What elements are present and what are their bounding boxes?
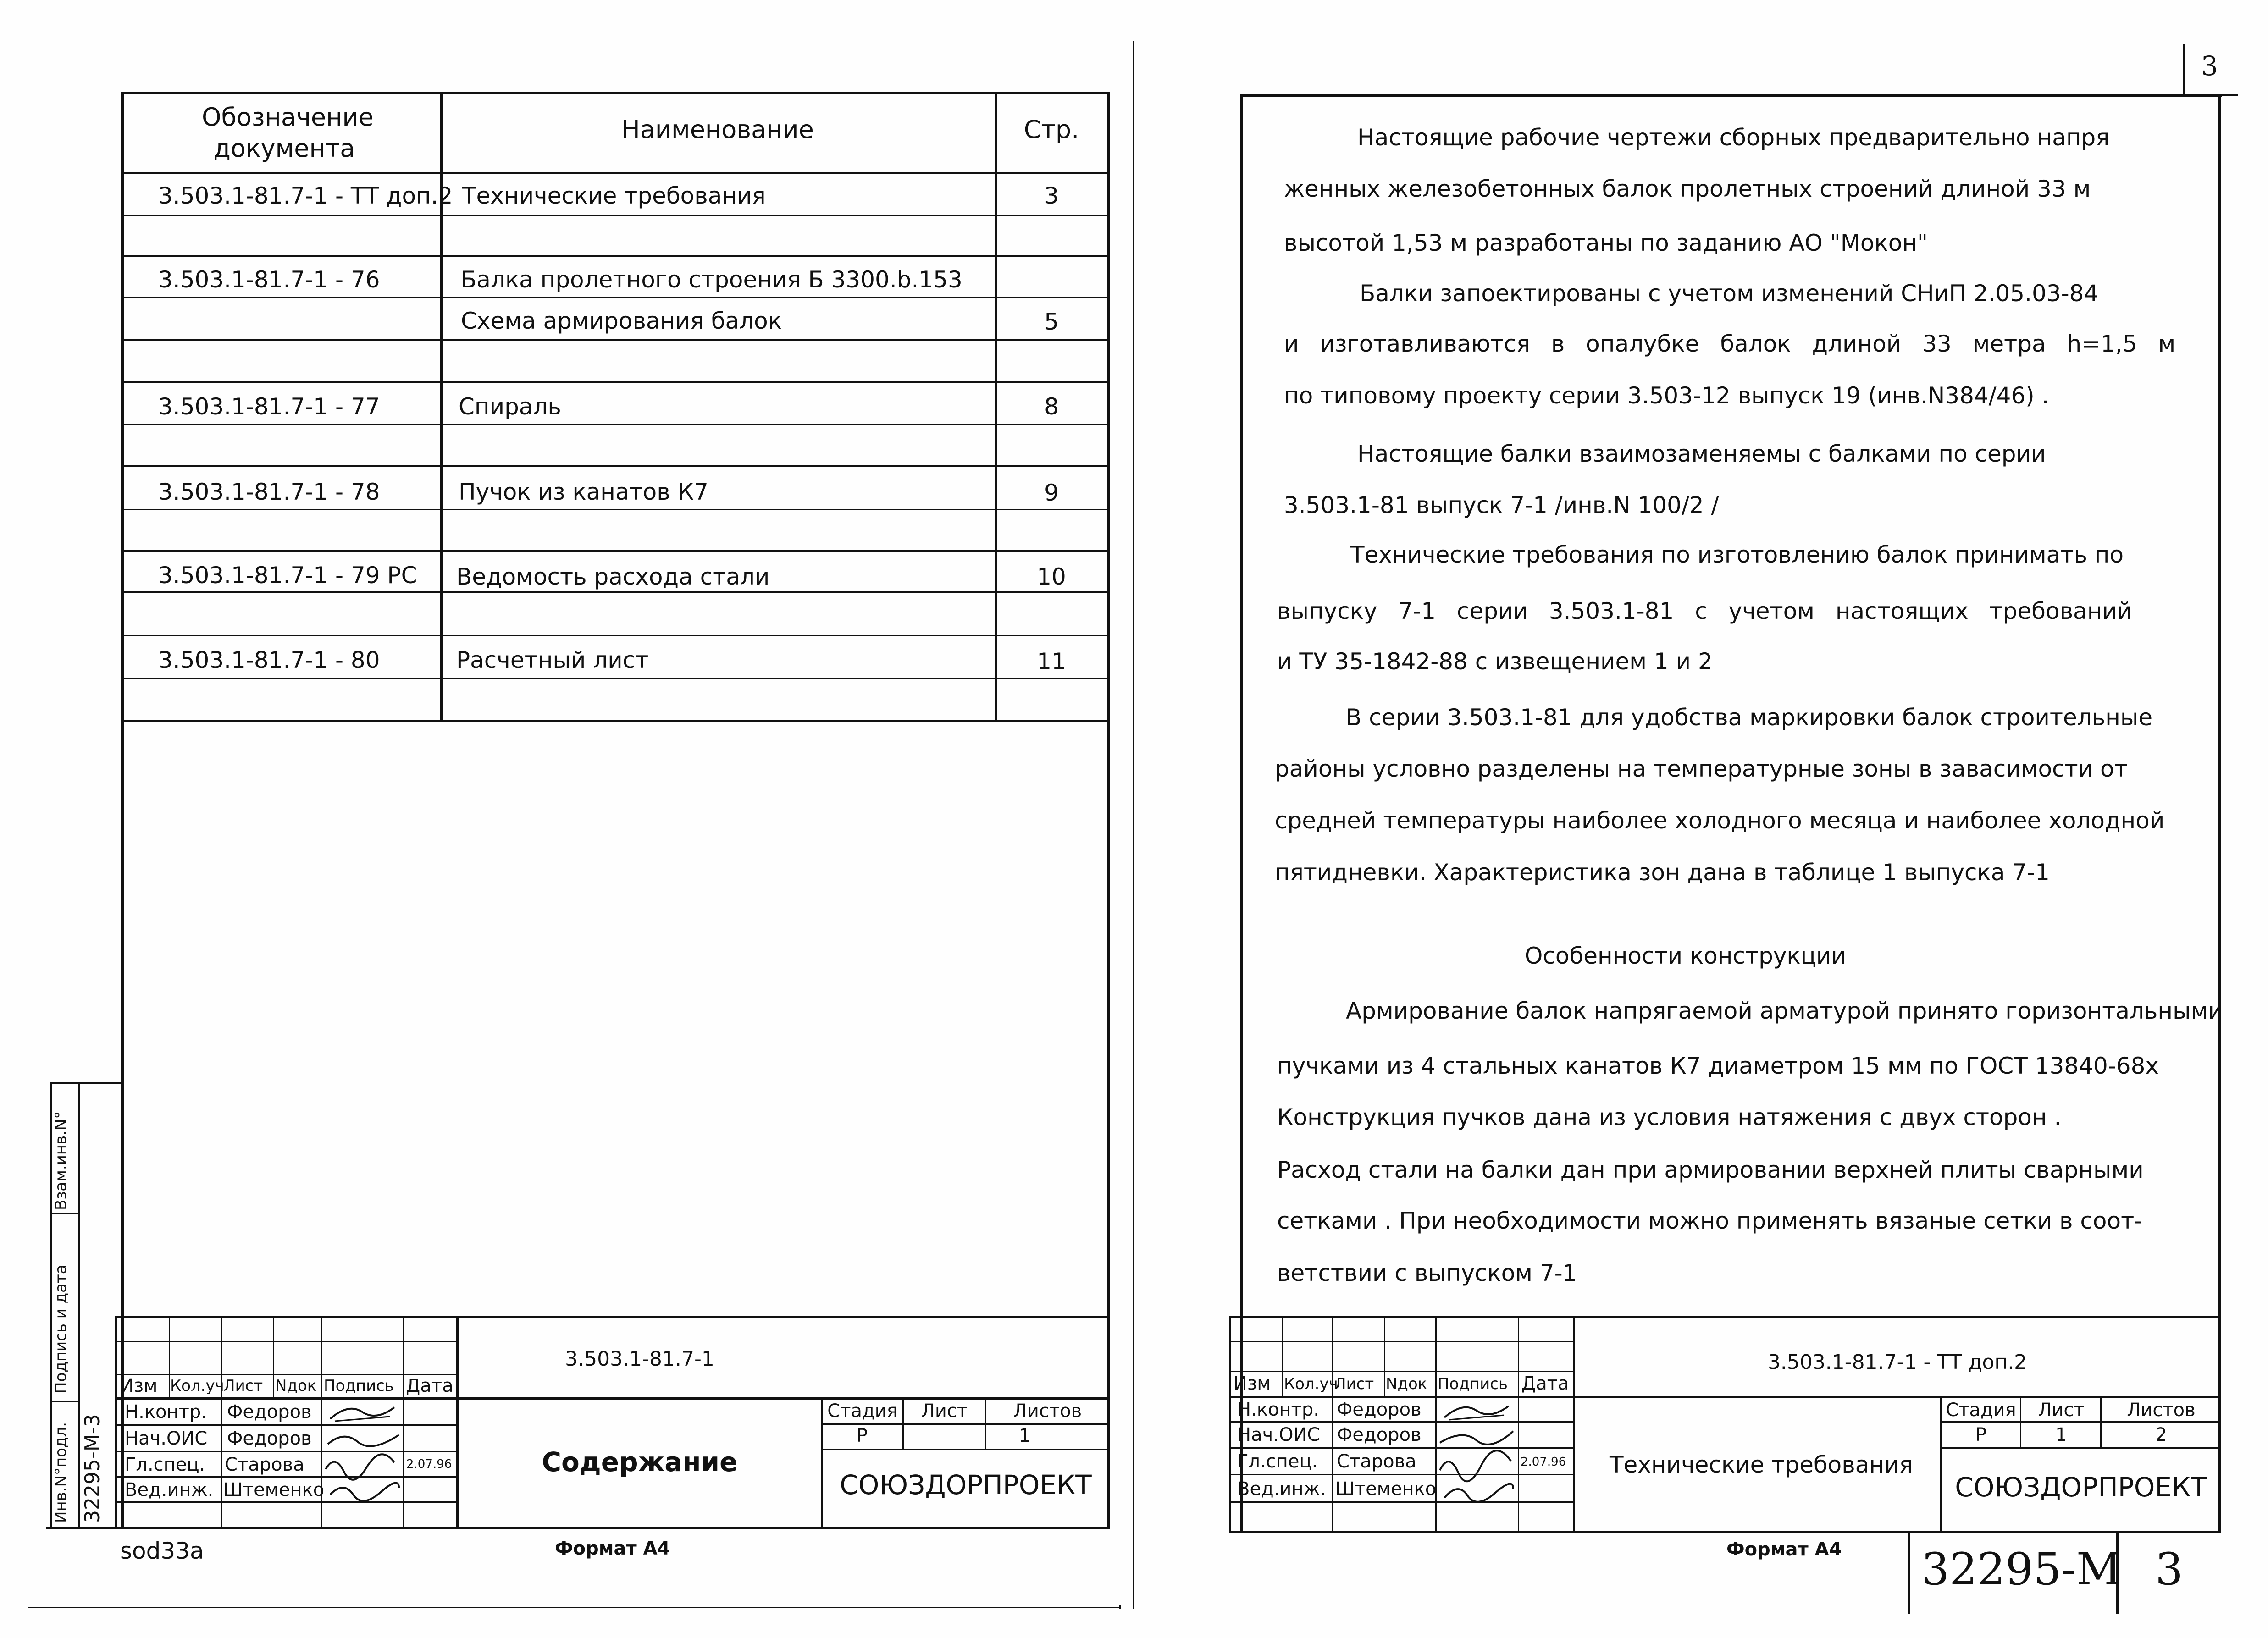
paragraph-line: по типовому проекту серии 3.503-12 выпуск 19 (инв.N384/46) . — [1284, 382, 2049, 409]
row-designation: 3.503.1-81.7-1 - 77 — [158, 393, 380, 420]
side-stamp-vzam-inv: Взам.инв.N° — [52, 1111, 70, 1210]
role: Нач.ОИС — [125, 1428, 208, 1449]
row-designation: 3.503.1-81.7-1 - 79 РС — [158, 562, 417, 589]
side-stamp-inv-podl: Инв.N°подл. — [52, 1422, 70, 1523]
stage-label: Стадия — [1946, 1400, 2016, 1421]
row-page: 5 — [1044, 309, 1059, 335]
stage-value: Р — [857, 1425, 868, 1446]
paragraph-line: средней температуры наиболее холодного месяца и наиболее холодной — [1275, 807, 2165, 834]
row-page: 8 — [1044, 393, 1059, 420]
signatures — [321, 1398, 404, 1527]
signatures — [1435, 1397, 1518, 1530]
paragraph-line: пучками из 4 стальных канатов К7 диаметром 15 мм по ГОСТ 13840-68х — [1277, 1053, 2159, 1079]
stage-value: Р — [1975, 1424, 1987, 1445]
row-designation: 3.503.1-81.7-1 - 78 — [158, 479, 380, 505]
paragraph-line: Настоящие балки взаимозаменяемы с балками по серии — [1357, 441, 2046, 467]
footer-code: sod33a — [120, 1538, 204, 1564]
person-name: Старова — [225, 1454, 304, 1475]
role: Вед.инж. — [125, 1479, 214, 1500]
paragraph-line: женных железобетонных балок пролетных строений длиной 33 м — [1284, 176, 2091, 202]
footer-format: Формат А4 — [555, 1538, 670, 1559]
header-designation: Обозначение документа — [202, 103, 374, 163]
person-name: Штеменко — [1335, 1478, 1437, 1500]
col-koluch: Кол.уч — [1284, 1375, 1338, 1393]
role: Н.контр. — [125, 1401, 207, 1423]
paragraph-line: сетками . При необходимости можно применять вязаные сетки в соот- — [1277, 1208, 2143, 1234]
archive-page: 3 — [2155, 1544, 2184, 1595]
paragraph-line: районы условно разделены на температурные зоны в завасимости от — [1275, 756, 2128, 782]
row-page: 9 — [1044, 480, 1059, 506]
col-ndok: Nдок — [1386, 1375, 1427, 1393]
row-name: Ведомость расхода стали — [456, 563, 770, 590]
row-designation: 3.503.1-81.7-1 - 76 — [158, 266, 380, 293]
sheet-label: Лист — [2038, 1400, 2085, 1421]
title-block-code: 3.503.1-81.7-1 — [565, 1347, 714, 1371]
col-podpis: Подпись — [1438, 1375, 1508, 1393]
section-heading: Особенности конструкции — [1525, 943, 1846, 969]
doc-title: Технические требования — [1610, 1451, 1913, 1478]
col-data: Дата — [1521, 1373, 1569, 1394]
title-block-code: 3.503.1-81.7-1 - ТТ доп.2 — [1767, 1351, 2027, 1374]
paragraph-line: и ТУ 35-1842-88 с извещением 1 и 2 — [1277, 648, 1713, 675]
row-page: 10 — [1037, 563, 1066, 590]
footer-format: Формат А4 — [1726, 1539, 1842, 1560]
paragraph-line: В серии 3.503.1-81 для удобства маркировки балок строительные — [1346, 704, 2153, 731]
archive-number: 32295-М — [1921, 1544, 2122, 1595]
sheets-label: Листов — [2127, 1400, 2196, 1421]
person-name: Федоров — [227, 1428, 312, 1449]
role: Н.контр. — [1237, 1399, 1319, 1420]
paragraph-line: Балки запоектированы с учетом изменений СНиП 2.05.03-84 — [1360, 280, 2099, 307]
side-stamp-inv-podl-value: 32295-М-3 — [81, 1414, 104, 1523]
paragraph-line: пятидневки. Характеристика зон дана в таблице 1 выпуска 7-1 — [1275, 859, 2050, 886]
stage-label: Стадия — [827, 1401, 898, 1422]
paragraph-line: Настоящие рабочие чертежи сборных предварительно напря — [1357, 124, 2110, 151]
col-data: Дата — [406, 1375, 454, 1396]
person-name: Федоров — [1337, 1399, 1422, 1420]
row-name: Спираль — [459, 393, 561, 420]
paragraph-line: Армирование балок напрягаемой арматурой принято горизонтальными — [1346, 998, 2223, 1024]
person-name: Старова — [1337, 1451, 1416, 1472]
row-name: Расчетный лист — [456, 647, 649, 673]
org-name: СОЮЗДОРПРОЕКТ — [1955, 1472, 2207, 1503]
paragraph-line: высотой 1,53 м разработаны по заданию АО "Мокон" — [1284, 230, 1928, 256]
person-name: Федоров — [227, 1401, 312, 1423]
row-page: 11 — [1037, 648, 1066, 675]
paragraph-line: 3.503.1-81 выпуск 7-1 /инв.N 100/2 / — [1284, 492, 1719, 518]
corner-sheet-number: 3 — [2201, 50, 2218, 82]
sign-date: 2.07.96 — [1521, 1455, 1566, 1469]
header-page: Стр. — [1023, 115, 1079, 144]
role: Гл.спец. — [1237, 1451, 1318, 1472]
role: Нач.ОИС — [1237, 1424, 1320, 1445]
row-page: 3 — [1044, 182, 1059, 209]
sheet-value: 1 — [2055, 1424, 2067, 1445]
sheets-value: 2 — [2155, 1424, 2167, 1445]
side-stamp-signature-date: Подпись и дата — [52, 1264, 70, 1394]
paragraph-line: выпуску 7-1 серии 3.503.1-81 с учетом настоящих требований — [1277, 598, 2132, 624]
paragraph-line: Конструкция пучков дана из условия натяжения с двух сторон . — [1277, 1104, 2062, 1131]
header-name: Наименование — [621, 115, 814, 144]
paragraph-line: Технические требования по изготовлению балок принимать по — [1350, 541, 2124, 568]
col-list: Лист — [223, 1377, 263, 1395]
col-koluch: Кол.уч — [170, 1377, 224, 1395]
role: Вед.инж. — [1237, 1478, 1326, 1500]
row-name: Схема армирования балок — [461, 308, 782, 334]
sign-date: 2.07.96 — [406, 1457, 452, 1471]
sheets-value: 1 — [1019, 1425, 1031, 1446]
col-ndok: Nдок — [275, 1377, 317, 1395]
row-designation: 3.503.1-81.7-1 - 80 — [158, 647, 380, 673]
col-list: Лист — [1334, 1375, 1374, 1393]
row-designation: 3.503.1-81.7-1 - ТТ доп.2 — [158, 182, 453, 209]
row-name: Технические требования — [462, 182, 766, 209]
row-name: Балка пролетного строения Б 3300.b.153 — [461, 266, 963, 293]
row-name: Пучок из канатов К7 — [459, 479, 708, 505]
paragraph-line: и изготавливаются в опалубке балок длиной 33 метра h=1,5 м — [1284, 331, 2176, 357]
sheets-label: Листов — [1013, 1401, 1082, 1422]
sheet-label: Лист — [921, 1401, 968, 1422]
person-name: Штеменко — [223, 1479, 325, 1500]
doc-title: Содержание — [542, 1446, 738, 1478]
role: Гл.спец. — [125, 1454, 205, 1475]
org-name: СОЮЗДОРПРОЕКТ — [840, 1469, 1092, 1500]
paragraph-line: ветствии с выпуском 7-1 — [1277, 1260, 1577, 1286]
col-izm: Изм — [1234, 1373, 1271, 1394]
col-izm: Изм — [120, 1375, 158, 1396]
col-podpis: Подпись — [324, 1377, 394, 1395]
paragraph-line: Расход стали на балки дан при армировании верхней плиты сварными — [1277, 1157, 2144, 1183]
person-name: Федоров — [1337, 1424, 1422, 1445]
